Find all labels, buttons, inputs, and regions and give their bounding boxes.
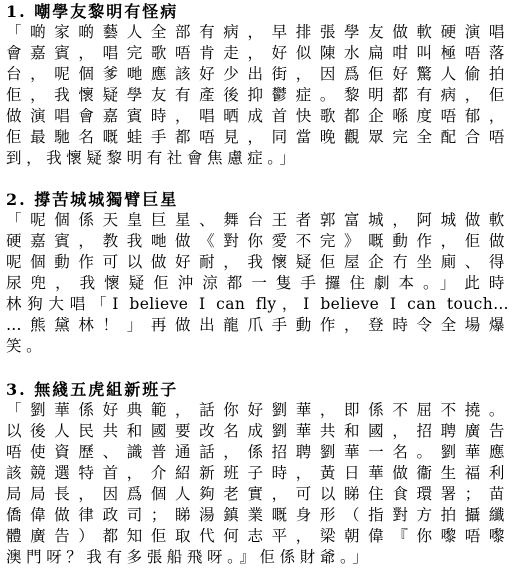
section-2 bbox=[6, 190, 509, 357]
section-3 bbox=[6, 380, 509, 568]
section-2-line: 林狗大唱「I believe I can fly，I believe I can touch… bbox=[6, 295, 509, 313]
section-3-line: 以後人民共和國要改名成劉華共和國，招聘廣告 bbox=[6, 422, 509, 440]
section-2-heading: 2. 撐苦城城獨臂巨星 bbox=[6, 190, 179, 209]
section-2-line: 硬嘉賓，教我哋做《對你愛不完》嘅動作，佢做 bbox=[6, 232, 509, 250]
section-1-line: 到，我懷疑黎明有社會焦慮症。」 bbox=[6, 149, 300, 167]
section-1-line: 佢最馳名嘅蛙手都唔見，同當晚觀眾完全配合唔 bbox=[6, 128, 509, 146]
section-1-body bbox=[6, 22, 509, 169]
section-1 bbox=[6, 2, 509, 169]
section-3-line: 「劉華係好典範，話你好劉華，即係不屈不撓。 bbox=[6, 401, 509, 419]
section-1-line: 會嘉賓，唱完歌唔肯走，好似陳水扁咁叫極唔落 bbox=[6, 44, 509, 62]
section-3-line: 唔使資歷、識普通話，係招聘劉華一名。劉華應 bbox=[6, 443, 509, 461]
section-3-line: 體廣告）都知佢取代何志平，梁朝偉『你嚟唔嚟 bbox=[6, 527, 509, 545]
section-2-line: 尿兜，我懷疑佢沖涼都一隻手攞住劇本。」此時 bbox=[6, 274, 509, 292]
section-1-heading: 1. 嘲學友黎明有怪病 bbox=[6, 2, 179, 21]
section-3-line: 局局長，因爲個人夠老實，可以睇住食環署；苗 bbox=[6, 485, 509, 503]
section-3-body bbox=[6, 400, 509, 568]
section-2-line: 呢個動作可以做好耐，我懷疑佢屋企冇坐廁、得 bbox=[6, 253, 509, 271]
section-3-line: 澳門呀？我有多張船飛呀。』佢係財爺。」 bbox=[6, 548, 373, 566]
section-2-body bbox=[6, 210, 509, 357]
section-1-line: 台，呢個爹哋應該好少出街，因爲佢好驚人偷拍 bbox=[6, 65, 509, 83]
section-2-line: 笑。 bbox=[6, 337, 47, 355]
section-1-line: 佢，我懷疑學友有產後抑鬱症。黎明都有病，佢 bbox=[6, 86, 509, 104]
section-3-line: 僑偉做律政司；睇湯鎮業嘅身形（指對方拍攝纖 bbox=[6, 506, 509, 524]
section-3-line: 該競選特首，介紹新班子時，黃日華做衞生福利 bbox=[6, 464, 509, 482]
section-1-line: 「啲家啲藝人全部有病，早排張學友做軟硬演唱 bbox=[6, 23, 509, 41]
section-2-line: …熊黛林！」再做出龍爪手動作，登時令全場爆 bbox=[6, 316, 509, 334]
section-2-line: 「呢個係天皇巨星、舞台王者郭富城，阿城做軟 bbox=[6, 211, 509, 229]
section-1-line: 做演唱會嘉賓時，唱晒成首快歌都企喺度唔郁， bbox=[6, 107, 509, 125]
section-3-heading: 3. 無綫五虎組新班子 bbox=[6, 380, 179, 399]
